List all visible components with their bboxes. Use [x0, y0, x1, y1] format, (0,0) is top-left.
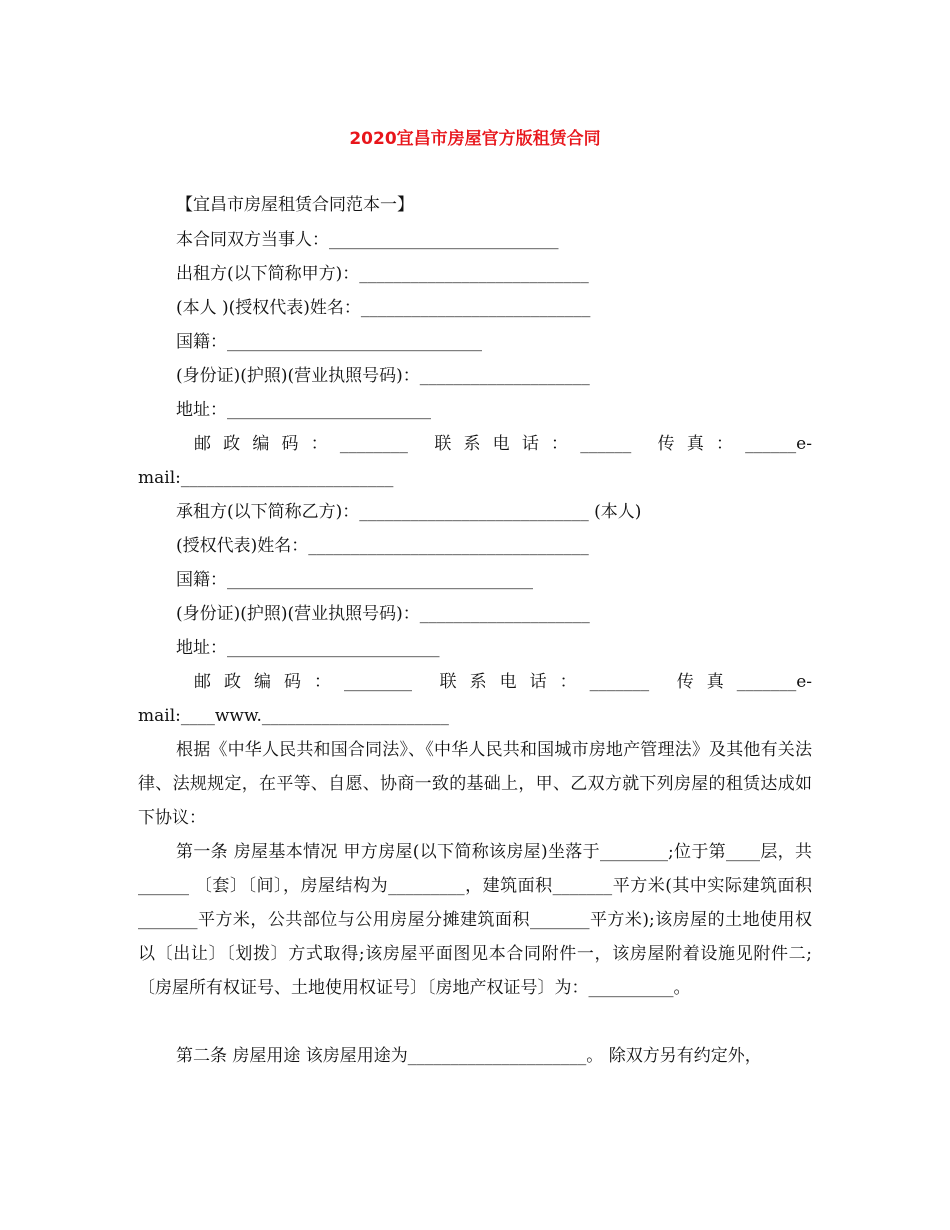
- lessor-id: (身份证)(护照)(营业执照号码)：____________________: [176, 366, 590, 386]
- lessee-name: (授权代表)姓名：_________________________________: [176, 536, 589, 556]
- article-2-paragraph: 第二条 房屋用途 该房屋用途为_____________________。 除双方另有约定外，: [176, 1046, 762, 1066]
- document-title: 2020宜昌市房屋官方版租赁合同: [349, 129, 601, 149]
- lessor-nationality: 国籍：______________________________: [176, 332, 482, 352]
- section-heading: 【宜昌市房屋租赁合同范本一】: [176, 195, 414, 215]
- lessee-contact-line: 邮 政 编 码 ： ________ 联 系 电 话 ： _______ 传 真 _______e-: [194, 672, 812, 692]
- lessee-nationality: 国籍：____________________________________: [176, 570, 533, 590]
- lessee-email-line: mail:____www.______________________: [138, 706, 449, 726]
- lessor-heading: 出租方(以下简称甲方)：___________________________: [176, 264, 589, 284]
- lessor-name: (本人 )(授权代表)姓名：___________________________: [176, 298, 591, 318]
- lessee-id: (身份证)(护照)(营业执照号码)：____________________: [176, 604, 590, 624]
- lessor-email-line: mail:_________________________: [138, 468, 394, 488]
- lessee-heading: 承租方(以下简称乙方)：___________________________ (本人): [176, 502, 642, 522]
- preamble-paragraph: 根据《中华人民共和国合同法》、《中华人民共和国城市房地产管理法》及其他有关法律、法规规定，在平等、自愿、协商一致的基础上，甲、乙双方就下列房屋的租赁达成如下协议：: [138, 740, 812, 828]
- lessor-address: 地址：________________________: [176, 400, 431, 420]
- lessor-contact-line: 邮 政 编 码 ： ________ 联 系 电 话 ： ______ 传 真 ： ______e-: [194, 434, 812, 454]
- lessee-address: 地址：_________________________: [176, 638, 440, 658]
- article-1-paragraph: 第一条 房屋基本情况 甲方房屋(以下简称该房屋)坐落于________;位于第____层，共______ 〔套〕〔间〕，房屋结构为_________，建筑面积_______平方米(其中实际建筑面积_______平方米，公共部位与公用房屋分摊建筑面积_______平方米);该房屋的土地使用权以〔出让〕〔划拨〕方式取得;该房屋平面图见本合同附件一，该房屋附着设施见附件二;〔房屋所有权证号、土地使用权证号〕〔房地产权证号〕为：__________。: [138, 842, 812, 998]
- parties-line: 本合同双方当事人：___________________________: [176, 230, 559, 250]
